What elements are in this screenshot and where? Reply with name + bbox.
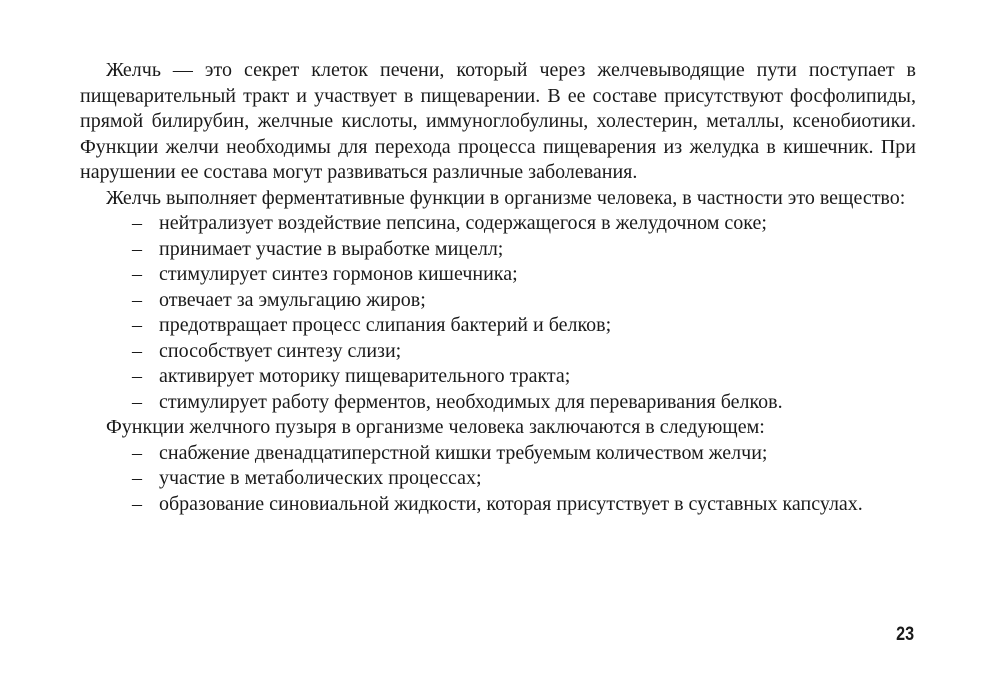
list-dash: – [132, 212, 142, 234]
list-item-text: нейтрализует воздействие пепсина, содержащегося в желудочном соке; [159, 212, 767, 234]
list-item [80, 492, 916, 518]
list-dash: – [132, 467, 142, 489]
list-item [80, 466, 916, 492]
list-item [80, 288, 916, 314]
list-item [80, 339, 916, 365]
list-dash: – [132, 390, 142, 413]
list-dash: – [132, 288, 142, 311]
gallbladder-functions-list [80, 441, 916, 518]
list-item-text: участие в метаболических процессах; [159, 467, 482, 489]
list-item-text: способствует синтезу слизи; [159, 339, 402, 362]
page-number: 23 [896, 624, 914, 645]
list-item-text: снабжение двенадцатиперстной кишки требуемым количеством желчи; [159, 441, 768, 464]
list-dash: – [132, 237, 142, 260]
list-item-text: предотвращает процесс слипания бактерий и белков; [159, 314, 612, 336]
list-item [80, 211, 916, 237]
list-item-text: стимулирует синтез гормонов кишечника; [159, 263, 518, 285]
list-dash: – [132, 339, 142, 362]
bile-functions-list [80, 211, 916, 415]
paragraph-bile-definition: Желчь — это секрет клеток печени, который через желчевыводящие пути поступает в пищеварительный тракт и участвует в пищеварении. В ее составе присутствуют фосфолипиды, прямой билирубин, желчные кислоты, иммуноглобулины, холестерин, металлы, ксенобиотики. Функции желчи необходимы для перехода процесса пищеварения из желудка в кишечник. При нарушении ее состава могут развиваться различные заболевания. [80, 59, 916, 183]
list-item-text: активирует моторику пищеварительного тракта; [159, 365, 571, 387]
list-dash: – [132, 314, 142, 336]
paragraph-gallbladder-functions-intro: Функции желчного пузыря в организме человека заключаются в следующем: [106, 416, 765, 438]
list-item-text: принимает участие в выработке мицелл; [159, 237, 504, 260]
list-item [80, 364, 916, 390]
list-dash: – [132, 365, 142, 387]
list-item [80, 441, 916, 467]
list-item-text: отвечает за эмульгацию жиров; [159, 288, 426, 311]
list-item-text: образование синовиальной жидкости, которая присутствует в суставных капсулах. [159, 492, 863, 515]
list-item [80, 390, 916, 416]
list-dash: – [132, 441, 142, 464]
list-dash: – [132, 492, 142, 515]
paragraph-bile-functions-intro: Желчь выполняет ферментативные функции в организме человека, в частности это вещество: [106, 186, 906, 209]
list-item [80, 237, 916, 263]
list-item-text: стимулирует работу ферментов, необходимых для переваривания белков. [159, 390, 783, 413]
list-item [80, 313, 916, 339]
list-dash: – [132, 263, 142, 285]
list-item [80, 262, 916, 288]
page-body [80, 58, 916, 517]
